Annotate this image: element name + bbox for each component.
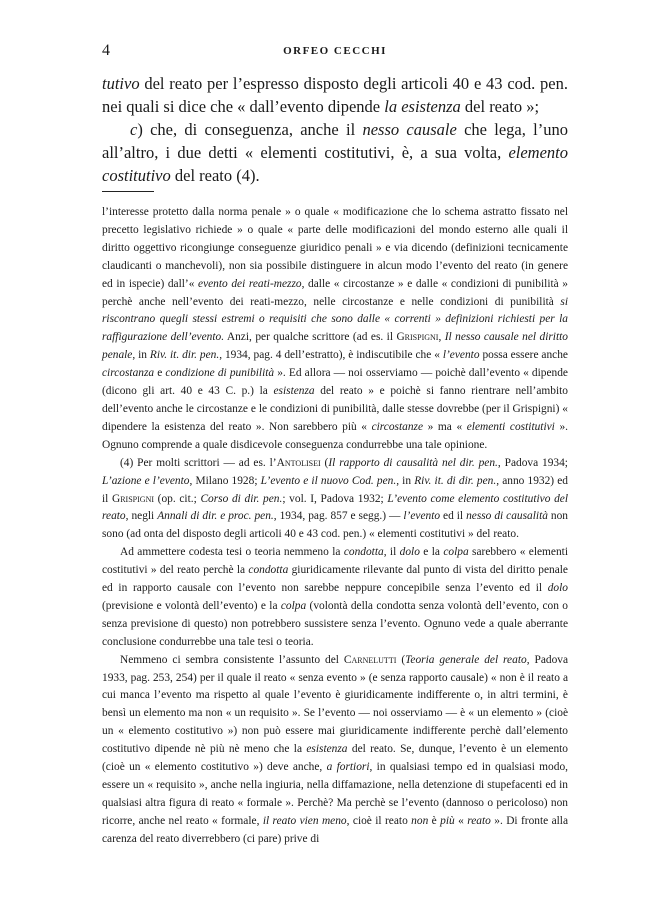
- text-run: (op. cit.;: [154, 492, 201, 505]
- text-run: giuridicamente rilevante dal punto di vista del diritto penale ed in rapporto causale con l’evento non sarebbe neppure concepibile senza l’evento ed il: [102, 564, 568, 595]
- text-run: Nemmeno ci sembra consistente l’assunto del: [120, 653, 344, 666]
- italic-run: non: [411, 814, 429, 827]
- author-name: Antolisei: [276, 456, 321, 469]
- text-run: , Padova 1934;: [497, 456, 568, 469]
- main-text: [102, 72, 568, 187]
- italic-run: più: [440, 814, 455, 827]
- italic-run: Riv. it. dir. pen.: [149, 349, 220, 362]
- text-run: (previsione e volontà dell’evento) e la: [102, 599, 281, 612]
- text-run: (4) Per molti scrittori — ad es. l’: [120, 456, 277, 469]
- text-run: , anno 1932) ed il: [102, 474, 568, 505]
- text-run: , Milano 1928;: [189, 474, 261, 487]
- text-run: , Padova 1933, pag. 253, 254) per il quale il reato « senza evento » (e senza rapporto causale) « non è il reato a cui manca l’evento ma rispetto al quale l’evento è giuridicamente indifferente o, in altri termini, è bensì un elemento ma non « un requisito ». Se l’evento — noi osserviamo — è « un elemento » (cioè un « elemento costitutivo ») non può essere mai giuridicamente indifferente perchè dall’elemento costitutivo dipende nè più nè meno che la: [102, 653, 569, 756]
- italic-run: la esistenza: [384, 97, 461, 116]
- italic-run: dolo: [547, 582, 568, 595]
- footnote-4: [102, 455, 568, 545]
- italic-run: colpa: [443, 546, 469, 559]
- text-run: , in: [132, 349, 150, 362]
- text-run: ,: [438, 331, 445, 344]
- italic-run: Corso di dir. pen.: [200, 492, 283, 505]
- italic-run: Teoria generale del reato: [405, 653, 527, 666]
- author-name: Carnelutti: [343, 653, 397, 666]
- text-run: del reato. Se, dunque, l’evento è un elemento (cioè un « elemento costitutivo ») deve anche,: [102, 743, 568, 774]
- italic-run: esistenza: [273, 385, 315, 398]
- text-run: , 1934, pag. 4 dell’estratto), è indiscutibile che «: [219, 349, 443, 362]
- italic-run: L’azione e l’evento: [102, 474, 190, 487]
- text-run: , negli: [125, 510, 158, 523]
- text-run: , dalle « circostanze » e dalle « condizioni di punibilità » perchè anche nell’evento dei reati-mezzo, nelle circostanze e nelle condizioni di punibilità: [102, 277, 569, 308]
- text-run: ed il: [440, 510, 467, 523]
- italic-run: a fortiori: [326, 761, 370, 774]
- italic-run: elementi costitutivi: [466, 420, 555, 433]
- italic-run: condotta: [343, 546, 384, 559]
- text-run: possa essere anche: [479, 349, 568, 362]
- italic-run: tutivo: [102, 74, 140, 93]
- running-head: ORFEO CECCHI: [283, 45, 387, 57]
- text-run: , in: [396, 474, 415, 487]
- footnotes: [102, 204, 568, 849]
- text-run: ». Ognuno comprende a quale disdicevole conseguenza condurrebbe una tale opinione.: [102, 420, 568, 451]
- text-run: ». Ed allora — noi osserviamo — poichè dall’evento « dipende (dicono gli art. 40 e 43 C. p.) la: [102, 367, 568, 398]
- footnote-continuation: [102, 204, 568, 455]
- text-run: sarebbero « elementi costitutivi » del reato perchè la: [102, 546, 568, 577]
- text-run: (: [396, 653, 406, 666]
- footnote-separator: [102, 191, 154, 192]
- text-run: ) che, di conseguenza, anche il: [137, 120, 363, 139]
- text-run: ». Di fronte alla carenza del reato diverrebbero (ci pare) prive di: [102, 814, 569, 845]
- text-run: Ad ammettere codesta tesi o teoria nemmeno la: [120, 546, 344, 559]
- italic-run: L’evento e il nuovo Cod. pen.: [260, 474, 397, 487]
- body-paragraph-continuation: [102, 72, 568, 118]
- italic-run: dolo: [399, 546, 420, 559]
- text-run: del reato per l’espresso disposto degli articoli 40 e 43 cod. pen. nei quali si dice che « dall’evento dipende: [102, 74, 568, 116]
- italic-run: elemento costitutivo: [102, 143, 568, 185]
- author-name: Grispigni: [112, 492, 155, 505]
- italic-run: esistenza: [306, 743, 348, 756]
- text-run: l’interesse protetto dalla norma penale » o quale « modificazione che lo schema astratto fissato nel precetto legislativo richiede » o quale « parte delle modificazioni del mondo esterno alle quali il diritto oggettivo ricongiunge conseguenze giuridico penali » e via dicendo (definizioni tecnicamente claudicanti o manchevoli), non sia possibile distinguere in alcun modo l’evento del reato (in genere ed in ispecie) dall’«: [102, 206, 568, 290]
- text-run: e la: [419, 546, 444, 559]
- italic-run: il reato vien meno: [262, 814, 347, 827]
- text-run: » ma «: [423, 420, 467, 433]
- italic-run: l’evento: [403, 510, 441, 523]
- italic-run: circostanze: [371, 420, 424, 433]
- text-run: Anzi, per qualche scrittore (ad es. il: [224, 331, 397, 344]
- text-run: (volontà della condotta senza volontà dell’evento, con o senza previsione di questo) non potrebbero sussistere senza l’evento. Ognuno vede a quale aberrante conclusione condurrebbe una tale tesi o teoria.: [102, 599, 568, 648]
- page-header: [102, 42, 568, 62]
- italic-run: Il rapporto di causalità nel dir. pen.: [328, 456, 498, 469]
- italic-run: l’evento: [442, 349, 480, 362]
- italic-run: condotta: [248, 564, 289, 577]
- italic-run: reato: [467, 814, 491, 827]
- italic-run: L’evento come elemento costitutivo del reato: [102, 492, 568, 523]
- text-run: , 1934, pag. 857 e segg.) —: [273, 510, 404, 523]
- author-name: Grispigni: [396, 331, 439, 344]
- text-run: del reato »;: [460, 97, 540, 116]
- footnote-paragraph-carnelutti: [102, 652, 568, 849]
- italic-run: colpa: [280, 599, 307, 612]
- body-paragraph-point-c: [102, 118, 568, 187]
- italic-run: Il nesso causale nel diritto penale: [102, 331, 568, 362]
- italic-run: si riscontrano quegli stessi estremi o requisiti che sono dalle « correnti » definizioni richiesti per la raffigurazione dell’evento.: [102, 295, 568, 344]
- text-run: non sono (ad onta del disposto degli articoli 40 e 43 cod. pen.) « elementi costitutivi » del reato.: [102, 510, 568, 541]
- text-run: , cioè il reato: [346, 814, 412, 827]
- text-run: del reato (4).: [170, 166, 260, 185]
- text-run: è: [428, 814, 441, 827]
- text-run: che lega, l’uno all’altro, i due detti « elementi costitutivi, è, a sua volta,: [102, 120, 568, 162]
- text-run: ; vol. I, Padova 1932;: [282, 492, 388, 505]
- text-run: «: [454, 814, 468, 827]
- italic-run: c: [130, 120, 138, 139]
- italic-run: condizione di punibilità: [165, 367, 275, 380]
- page-number: 4: [102, 42, 110, 59]
- italic-run: evento dei reati-mezzo: [198, 277, 302, 290]
- footnote-paragraph-condotta: [102, 544, 568, 651]
- text-run: e: [154, 367, 166, 380]
- text-run: (: [320, 456, 329, 469]
- italic-run: Riv. it. di dir. pen.: [414, 474, 497, 487]
- italic-run: circostanza: [102, 367, 155, 380]
- italic-run: nesso di causalità: [466, 510, 548, 523]
- text-run: , in qualsiasi tempo ed in qualsiasi modo, essere un « requisito », anche nella ingiuria, nella diffamazione, nella detenzione di stupefacenti ed in qualsiasi altra figura di reato « formale ». Perchè? Ma perchè se l’evento (dannoso o pericoloso) non ricorre, anche nel reato « formale,: [102, 761, 568, 827]
- italic-run: nesso causale: [362, 120, 457, 139]
- italic-run: Annali di dir. e proc. pen.: [157, 510, 274, 523]
- text-run: , il: [383, 546, 400, 559]
- text-run: del reato » e poichè si fanno rientrare nell’ambito dell’evento anche le circostanze e le condizioni di punibilità, dalle stesse dovrebbe (per il Grispigni) « dipendere la esistenza del reato ». Non sarebbero più «: [102, 385, 568, 433]
